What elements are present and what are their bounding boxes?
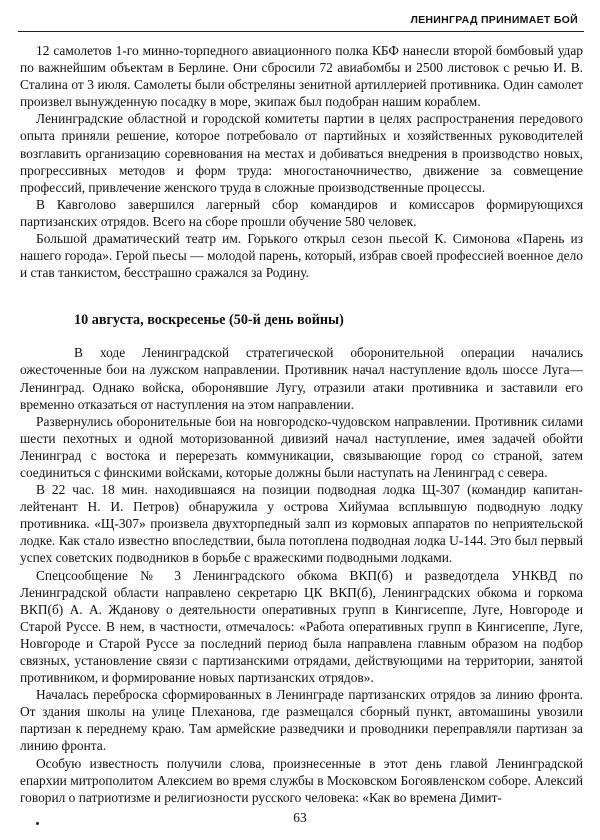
print-dot	[36, 822, 39, 825]
paragraph-drama-theatre: Большой драматический театр им. Горького открыл сезон пьесой К. Симонова «Парень из нашего города». Герой пьесы — молодой парень, который, избрав своей профессией военное дело и став танкистом, бесстрашно сражался за Родину.	[20, 231, 583, 281]
paragraph-novgorod-chudovo: Развернулись оборонительные бои на новгородско-чудовском направлении. Противник силами шести пехотных и одной моторизованной дивизий начал наступление, имея задачей обойти Ленинград с востока и перерезать коммуникации, связывающие город со страной, затем соединиться с финскими войсками, которые должны были наступать на Ленинград с севера.	[20, 413, 583, 480]
section-spacer	[20, 281, 583, 311]
paragraph-luga-direction: В ходе Ленинградской стратегической оборонительной операции начались ожесточенные бои на лужском направлении. Противник начал наступление вдоль шоссе Луга—Ленинград. Однако войска, оборонявшие Лугу, отразили атаки противника и заставили его временно отказаться от наступления на этом направлении.	[20, 345, 583, 412]
paragraph-partisan-transfer: Началась переброска сформированных в Ленинграде партизанских отрядов за линию фронта. От здания школы на улице Плеханова, где размещался сборный пункт, автомашины увозили партизан к переднему краю. Там армейские разведчики и проводники переправляли партизан за линию фронта.	[20, 687, 583, 754]
running-head: ЛЕНИНГРАД ПРИНИМАЕТ БОЙ	[410, 14, 578, 26]
paragraph-kavgolovo-camp: В Кавголово завершился лагерный сбор командиров и комиссаров формирующихся партизанских отрядов. Всего на сборе прошли обучение 580 человек.	[20, 196, 583, 229]
header-rule	[18, 31, 584, 32]
page-number: 63	[293, 810, 307, 825]
paragraph-metropolitan-alexy: Особую известность получили слова, произнесенные в этот день главой Ленинградской епархии митрополитом Алексием во время службы в Московском Богоявленском соборе. Алексий говорил о патриотизме и религиозности русского человека: «Как во времена Димит-	[20, 755, 583, 805]
paragraph-bombing-berlin: 12 самолетов 1-го минно-торпедного авиационного полка КБФ нанесли второй бомбовый удар по важнейшим объектам в Берлине. Они сбросили 72 авиабомбы и 2500 листовок с речью И. В. Сталина от 3 июля. Самолеты были обстреляны зенитной артиллерией противника. Один самолет произвел вынужденную посадку в море, экипаж был подобран нашим кораблем.	[20, 43, 583, 110]
section-heading-date: 10 августа, воскресенье (50-й день войны)	[74, 312, 344, 329]
page-body	[20, 42, 583, 806]
heading-spacer	[20, 329, 583, 344]
paragraph-submarine-sh307: В 22 час. 18 мин. находившаяся на позиции подводная лодка Щ-307 (командир капитан-лейтенант Н. И. Петров) обнаружила у острова Хийумаа всплывшую подводную лодку противника. «Щ-307» произвела двухторпедный залп из кормовых аппаратов по неприятельской лодке. Как стало известно впоследствии, была потоплена подводная лодка U-144. Это был первый успех советских подводников в борьбе с вражескими подводными лодками.	[20, 482, 583, 566]
paragraph-special-report: Спецсообщение № 3 Ленинградского обкома ВКП(б) и разведотдела УНКВД по Ленинградской области направлено секретарю ЦК ВКП(б), Ленинградских обкома и горкома ВКП(б) А. А. Жданову о деятельности оперативных групп в Кингисеппе, Луге, Новгороде и Старой Руссе. В нем, в частности, отмечалось: «Работа оперативных групп в Кингисеппе, Луге, Новгороде и Старой Руссе за последний период была направлена главным образом на подбор связных, установление связи с партизанскими отрядами, действующими на территории, занятой противником, и формирование новых партизанских отрядов».	[20, 567, 583, 686]
paragraph-party-committees: Ленинградские областной и городской комитеты партии в целях распространения передового опыта приняли решение, которое потребовало от партийных и хозяйственных руководителей возглавить организацию соревнования на местах и добиваться внедрения в производство новых, прогрессивных методов и форм труда: многостаночничество, движение за совмещение профессий, привлечение женского труда в сложные производственные процессы.	[20, 111, 583, 195]
